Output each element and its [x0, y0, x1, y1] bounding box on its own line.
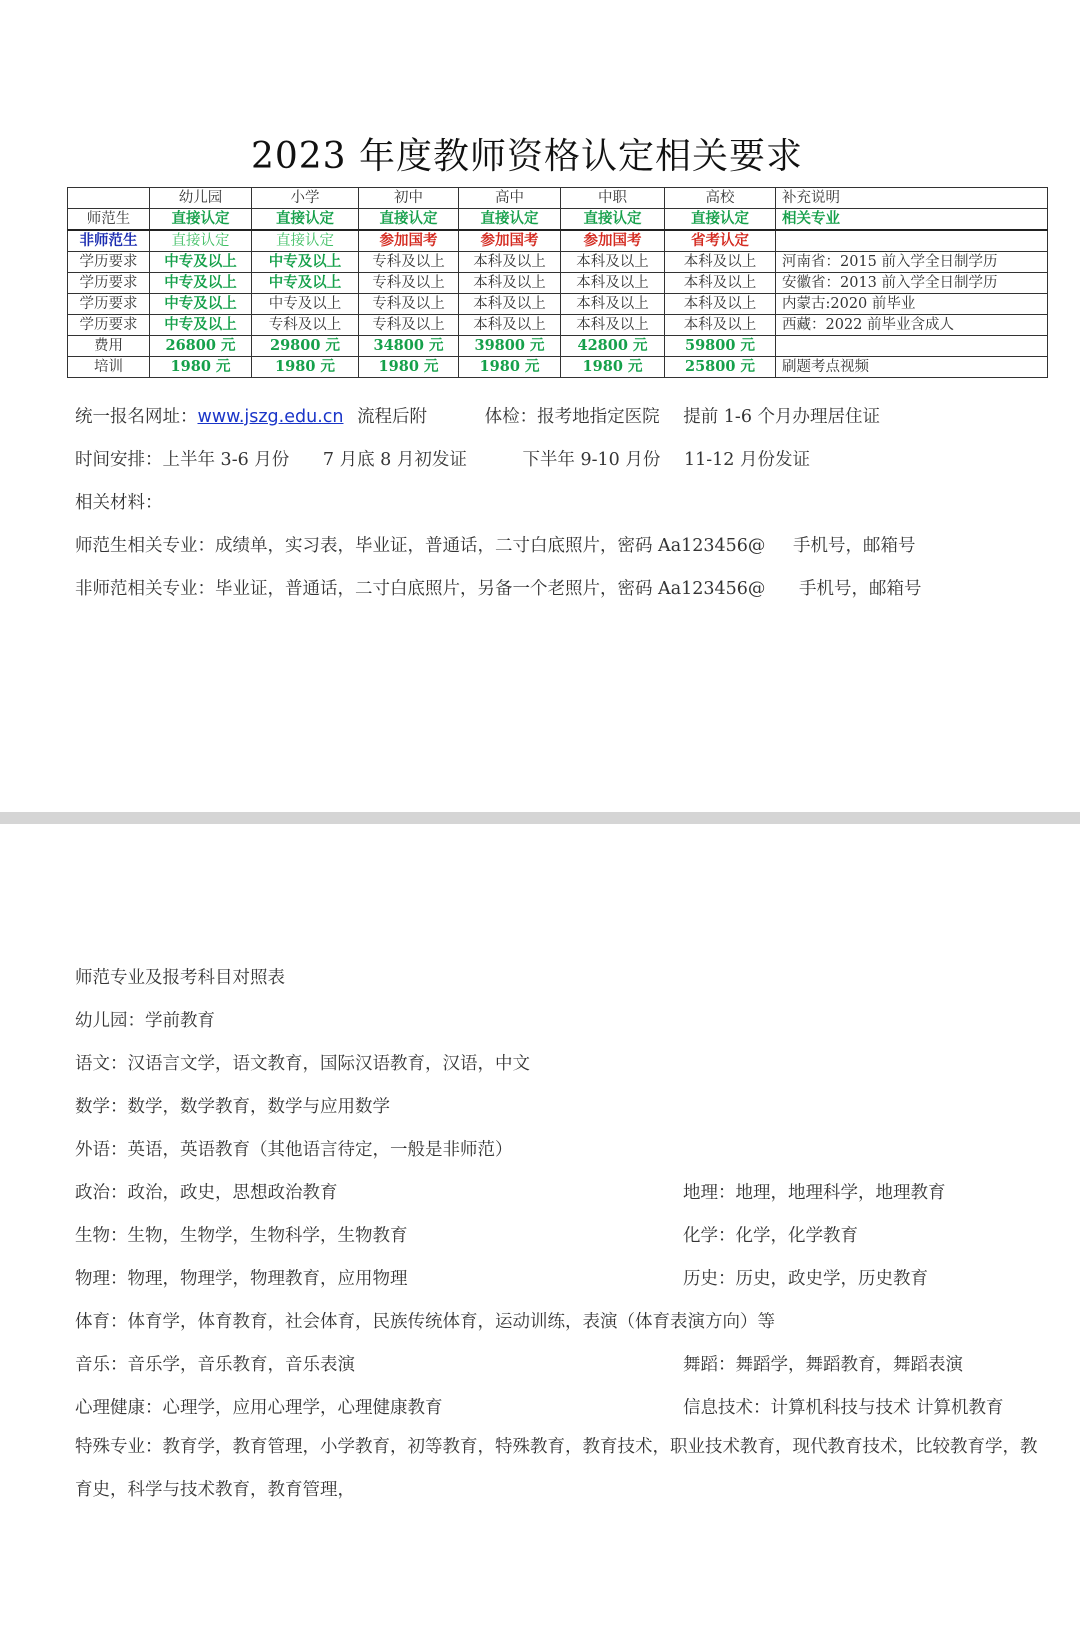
table-cell: 中专及以上: [150, 294, 252, 315]
major-history: 历史：历史，政史学，历史教育: [683, 1269, 928, 1289]
major-geography: 地理：地理，地理科学，地理教育: [683, 1183, 946, 1203]
table-cell: 中专及以上: [150, 252, 252, 273]
row-label-cell: 培训: [68, 357, 150, 378]
register-line: [75, 403, 880, 428]
table-cell: 中专及以上: [252, 273, 359, 294]
major-it: 信息技术：计算机科技与技术 计算机教育: [683, 1398, 1004, 1418]
document-page-2: [0, 824, 1080, 1650]
table-cell: 本科及以上: [665, 252, 776, 273]
table-header-cell: 幼儿园: [150, 188, 252, 209]
major-psychology: 心理健康：心理学，应用心理学，心理健康教育: [75, 1398, 443, 1418]
major-politics: 政治：政治，政史，思想政治教育: [75, 1183, 338, 1203]
major-chinese: 语文：汉语言文学，语文教育，国际汉语教育，汉语，中文: [75, 1054, 530, 1074]
table-row: [68, 230, 1048, 252]
process-note: 流程后附: [357, 407, 428, 427]
table-cell: 中专及以上: [252, 294, 359, 315]
table-header-row: [68, 188, 1048, 209]
table-cell: 参加国考: [561, 230, 665, 252]
table-cell: 刷题考点视频: [776, 357, 1048, 378]
schedule-d: 11-12 月份发证: [683, 450, 810, 470]
table-cell: 相关专业: [776, 209, 1048, 231]
table-cell: 本科及以上: [459, 294, 561, 315]
table-row: [68, 252, 1048, 273]
table-cell: 26800 元: [150, 336, 252, 357]
materials-non-line: [75, 575, 922, 600]
table-cell: 中专及以上: [150, 273, 252, 294]
table-cell: 34800 元: [359, 336, 459, 357]
table-cell: 直接认定: [665, 209, 776, 231]
row-label-cell: 费用: [68, 336, 150, 357]
table-cell: 本科及以上: [665, 273, 776, 294]
table-cell: 直接认定: [150, 209, 252, 231]
table-cell: 本科及以上: [459, 315, 561, 336]
major-kindergarten: 幼儿园：学前教育: [75, 1011, 215, 1031]
materials-normal: 师范生相关专业：成绩单，实习表，毕业证，普通话，二寸白底照片，密码 Aa123456@: [75, 536, 766, 556]
table-cell: 参加国考: [359, 230, 459, 252]
table-header-cell: 高中: [459, 188, 561, 209]
schedule-line: [75, 446, 810, 471]
table-header-cell: [68, 188, 150, 209]
table-cell: 直接认定: [252, 209, 359, 231]
table-cell: 中专及以上: [150, 315, 252, 336]
major-foreign: 外语：英语，英语教育（其他语言待定，一般是非师范）: [75, 1140, 513, 1160]
document-page-1: [0, 0, 1080, 812]
table-cell: 42800 元: [561, 336, 665, 357]
register-url-link[interactable]: www.jszg.edu.cn: [197, 407, 344, 427]
table-cell: 专科及以上: [359, 294, 459, 315]
table-cell: 1980 元: [359, 357, 459, 378]
table-row: [68, 336, 1048, 357]
row-label-cell: 学历要求: [68, 315, 150, 336]
table-header-cell: 高校: [665, 188, 776, 209]
table-cell: 直接认定: [150, 230, 252, 252]
row-label-cell: 师范生: [68, 209, 150, 231]
table-cell: 25800 元: [665, 357, 776, 378]
exam-note: 体检：报考地指定医院: [484, 407, 660, 427]
table-cell: 本科及以上: [459, 273, 561, 294]
table-cell: 专科及以上: [359, 315, 459, 336]
major-special: 特殊专业：教育学，教育管理，小学教育，初等教育，特殊教育，教育技术，职业技术教育，现代教育技术，比较教育学，教育史，科学与技术教育，教育管理，: [75, 1437, 1038, 1500]
table-cell: 直接认定: [561, 209, 665, 231]
materials-normal-tail: 手机号，邮箱号: [793, 536, 916, 556]
table-cell: 内蒙古:2020 前毕业: [776, 294, 1048, 315]
major-physics: 物理：物理，物理学，物理教育，应用物理: [75, 1269, 408, 1289]
table-row: [68, 273, 1048, 294]
table-cell: 直接认定: [252, 230, 359, 252]
table-cell: 参加国考: [459, 230, 561, 252]
majors-heading: 师范专业及报考科目对照表: [75, 968, 285, 988]
major-pe: 体育：体育学，体育教育，社会体育，民族传统体育，运动训练，表演（体育表演方向）等: [75, 1312, 775, 1332]
table-header-cell: 补充说明: [776, 188, 1048, 209]
table-cell: 本科及以上: [459, 252, 561, 273]
row-label-cell: 学历要求: [68, 252, 150, 273]
table-cell: 1980 元: [561, 357, 665, 378]
major-math: 数学：数学，数学教育，数学与应用数学: [75, 1097, 390, 1117]
table-cell: 专科及以上: [359, 252, 459, 273]
table-header-cell: 初中: [359, 188, 459, 209]
table-cell: 本科及以上: [665, 294, 776, 315]
major-music: 音乐：音乐学，音乐教育，音乐表演: [75, 1355, 355, 1375]
table-cell: 西藏：2022 前毕业含成人: [776, 315, 1048, 336]
table-cell: 本科及以上: [561, 294, 665, 315]
table-row: [68, 315, 1048, 336]
schedule-a: 时间安排：上半年 3-6 月份: [75, 450, 290, 470]
table-row: [68, 209, 1048, 231]
materials-label: 相关材料：: [75, 493, 163, 513]
page-title: 2023 年度教师资格认定相关要求: [250, 136, 804, 177]
major-dance: 舞蹈：舞蹈学，舞蹈教育，舞蹈表演: [683, 1355, 963, 1375]
table-cell: 安徽省：2013 前入学全日制学历: [776, 273, 1048, 294]
requirements-table: [67, 187, 1048, 378]
table-cell: 直接认定: [459, 209, 561, 231]
schedule-c: 下半年 9-10 月份: [522, 450, 661, 470]
major-chemistry: 化学：化学，化学教育: [683, 1226, 858, 1246]
table-cell: 1980 元: [459, 357, 561, 378]
table-header-cell: 中职: [561, 188, 665, 209]
table-cell: 29800 元: [252, 336, 359, 357]
table-cell: 中专及以上: [252, 252, 359, 273]
table-cell: 专科及以上: [359, 273, 459, 294]
table-cell: 本科及以上: [665, 315, 776, 336]
table-cell: 本科及以上: [561, 273, 665, 294]
register-label: 统一报名网址：: [75, 407, 198, 427]
table-cell: [776, 230, 1048, 252]
table-cell: 39800 元: [459, 336, 561, 357]
row-label-cell: 学历要求: [68, 273, 150, 294]
schedule-b: 7 月底 8 月初发证: [322, 450, 467, 470]
major-biology: 生物：生物，生物学，生物科学，生物教育: [75, 1226, 408, 1246]
table-cell: 1980 元: [252, 357, 359, 378]
page-divider: [0, 812, 1080, 824]
residence-note: 提前 1-6 个月办理居住证: [683, 407, 881, 427]
table-cell: 专科及以上: [252, 315, 359, 336]
table-cell: 省考认定: [665, 230, 776, 252]
table-row: [68, 357, 1048, 378]
table-cell: 本科及以上: [561, 252, 665, 273]
table-cell: 直接认定: [359, 209, 459, 231]
row-label-cell: 学历要求: [68, 294, 150, 315]
table-cell: 本科及以上: [561, 315, 665, 336]
table-row: [68, 294, 1048, 315]
table-cell: 1980 元: [150, 357, 252, 378]
table-header-cell: 小学: [252, 188, 359, 209]
table-cell: 河南省：2015 前入学全日制学历: [776, 252, 1048, 273]
materials-non-tail: 手机号，邮箱号: [799, 579, 922, 599]
materials-non: 非师范相关专业：毕业证，普通话，二寸白底照片，另备一个老照片，密码 Aa123456@: [75, 579, 766, 599]
table-cell: [776, 336, 1048, 357]
table-cell: 59800 元: [665, 336, 776, 357]
materials-normal-line: [75, 532, 916, 557]
row-label-cell: 非师范生: [68, 230, 150, 252]
